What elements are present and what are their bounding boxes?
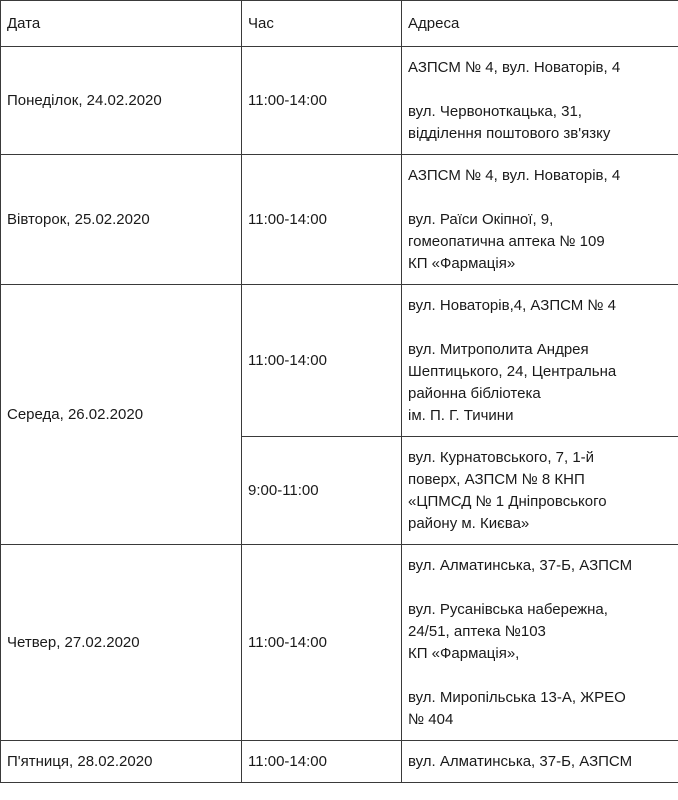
table-row — [1, 545, 678, 741]
address-line: вул. Новаторів,4, АЗПСМ № 4 — [408, 297, 617, 314]
address-line: вул. Алматинська, 37-Б, АЗПСМ — [408, 753, 633, 770]
time-cell: 11:00-14:00 — [242, 285, 402, 437]
address-line: району м. Києва» — [408, 515, 530, 532]
date-cell: Середа, 26.02.2020 — [1, 285, 242, 545]
address-line: вул. Червоноткацька, 31, — [408, 103, 582, 120]
address-line: вул. Раїси Окіпної, 9, — [408, 211, 554, 228]
address-cell — [402, 741, 678, 783]
address-entry — [408, 165, 672, 187]
address-line: вул. Алматинська, 37-Б, АЗПСМ — [408, 557, 633, 574]
address-line: КП «Фармація» — [408, 255, 516, 272]
address-line: КП «Фармація», — [408, 645, 520, 662]
address-line: «ЦПМСД № 1 Дніпровського — [408, 493, 607, 510]
address-line: № 404 — [408, 711, 454, 728]
address-entry — [408, 209, 672, 275]
address-entry — [408, 57, 672, 79]
address-entry — [408, 751, 672, 773]
header-time: Час — [242, 1, 402, 47]
address-line: відділення поштового зв'язку — [408, 125, 611, 142]
time-cell: 9:00-11:00 — [242, 437, 402, 545]
address-line: вул. Митрополита Андрея — [408, 341, 589, 358]
address-cell — [402, 47, 678, 155]
header-address: Адреса — [402, 1, 678, 47]
table-row — [1, 285, 678, 437]
address-line: поверх, АЗПСМ № 8 КНП — [408, 471, 585, 488]
address-entry — [408, 339, 672, 427]
schedule-body — [1, 47, 678, 783]
address-entry — [408, 555, 672, 577]
header-date: Дата — [1, 1, 242, 47]
time-cell: 11:00-14:00 — [242, 47, 402, 155]
address-line: 24/51, аптека №103 — [408, 623, 546, 640]
time-cell: 11:00-14:00 — [242, 741, 402, 783]
address-entry — [408, 447, 672, 535]
address-entry — [408, 687, 672, 731]
address-line: вул. Курнатовського, 7, 1-й — [408, 449, 595, 466]
address-cell — [402, 437, 678, 545]
address-line: районна бібліотека — [408, 385, 541, 402]
address-entry — [408, 295, 672, 317]
date-cell: П'ятниця, 28.02.2020 — [1, 741, 242, 783]
date-cell: Вівторок, 25.02.2020 — [1, 155, 242, 285]
address-entry — [408, 101, 672, 145]
time-cell: 11:00-14:00 — [242, 545, 402, 741]
address-entry — [408, 599, 672, 665]
address-line: ім. П. Г. Тичини — [408, 407, 514, 424]
table-row — [1, 741, 678, 783]
address-line: вул. Миропільська 13-А, ЖРЕО — [408, 689, 626, 706]
table-row — [1, 47, 678, 155]
date-cell: Понеділок, 24.02.2020 — [1, 47, 242, 155]
address-cell — [402, 285, 678, 437]
address-cell — [402, 545, 678, 741]
header-row — [1, 1, 678, 47]
address-cell — [402, 155, 678, 285]
table-row — [1, 155, 678, 285]
address-line: гомеопатична аптека № 109 — [408, 233, 605, 250]
address-line: Шептицького, 24, Центральна — [408, 363, 617, 380]
date-cell: Четвер, 27.02.2020 — [1, 545, 242, 741]
address-line: АЗПСМ № 4, вул. Новаторів, 4 — [408, 167, 621, 184]
time-cell: 11:00-14:00 — [242, 155, 402, 285]
address-line: вул. Русанівська набережна, — [408, 601, 608, 618]
address-line: АЗПСМ № 4, вул. Новаторів, 4 — [408, 59, 621, 76]
